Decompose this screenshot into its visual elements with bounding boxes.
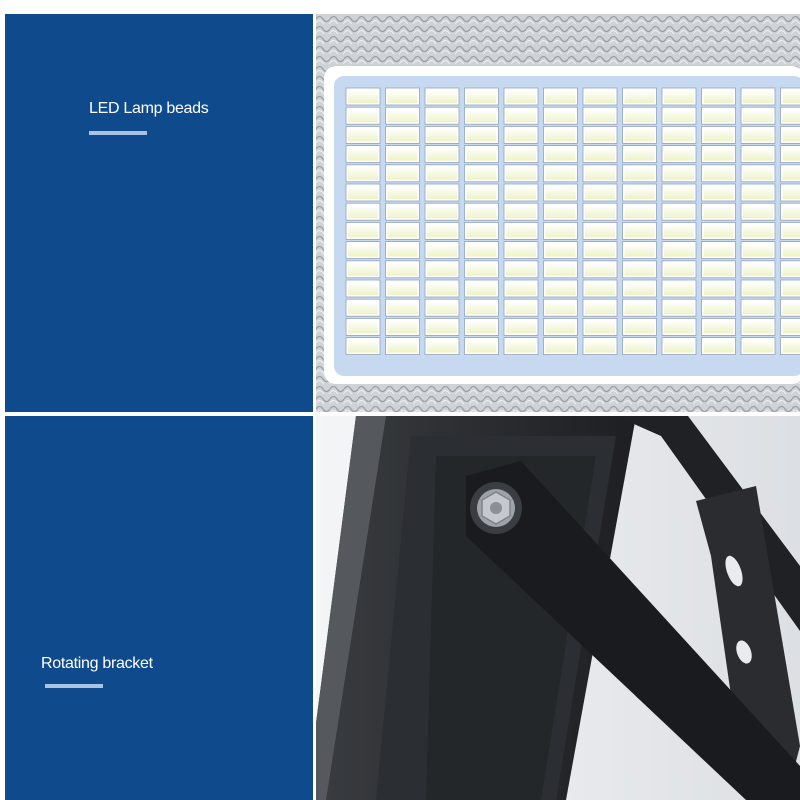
led-chip (783, 167, 800, 180)
led-chip (348, 205, 378, 218)
led-chip (388, 282, 418, 295)
led-chip (664, 109, 694, 122)
led-chip (625, 340, 655, 353)
led-chip (546, 186, 576, 199)
led-chip (743, 244, 773, 257)
led-chip (704, 205, 734, 218)
led-chip (585, 320, 615, 333)
led-chip (348, 340, 378, 353)
led-chip (427, 205, 457, 218)
led-chip (743, 263, 773, 276)
led-chip (585, 263, 615, 276)
led-chip (506, 263, 536, 276)
led-chip (427, 224, 457, 237)
led-chip (467, 320, 497, 333)
led-chip (783, 90, 800, 103)
led-chip (506, 128, 536, 141)
led-chip (506, 186, 536, 199)
led-chip (783, 128, 800, 141)
led-chip (506, 90, 536, 103)
led-chip (664, 148, 694, 161)
led-chip (743, 167, 773, 180)
led-chip (585, 224, 615, 237)
led-chip (743, 224, 773, 237)
led-chip (743, 340, 773, 353)
led-chip (704, 109, 734, 122)
led-chip (467, 263, 497, 276)
led-chip (585, 90, 615, 103)
led-chip (467, 109, 497, 122)
led-chip (743, 186, 773, 199)
led-chip (585, 301, 615, 314)
bracket-photo (316, 416, 800, 800)
led-chip (348, 263, 378, 276)
led-chip (348, 109, 378, 122)
led-chip (506, 244, 536, 257)
led-chip (506, 167, 536, 180)
led-chip (704, 301, 734, 314)
led-chip (625, 167, 655, 180)
led-chip (585, 340, 615, 353)
led-chip (467, 167, 497, 180)
led-chip (467, 186, 497, 199)
led-chip (467, 90, 497, 103)
led-chip (625, 282, 655, 295)
led-chip (625, 224, 655, 237)
led-chip (506, 205, 536, 218)
led-chip (743, 282, 773, 295)
led-chip (783, 224, 800, 237)
led-chip (427, 263, 457, 276)
led-chip (704, 186, 734, 199)
led-chip (506, 109, 536, 122)
led-chip (546, 340, 576, 353)
led-chip (348, 186, 378, 199)
led-chip (388, 205, 418, 218)
led-chip (743, 128, 773, 141)
led-chip (743, 205, 773, 218)
led-chip (427, 282, 457, 295)
led-chip (546, 282, 576, 295)
led-chip (427, 340, 457, 353)
led-chip (427, 90, 457, 103)
led-chip (546, 205, 576, 218)
led-chip (467, 301, 497, 314)
led-chip (388, 109, 418, 122)
led-chip (625, 244, 655, 257)
led-chip (388, 128, 418, 141)
led-chip (783, 282, 800, 295)
led-chip (625, 148, 655, 161)
led-chip (546, 301, 576, 314)
led-chip (704, 340, 734, 353)
led-chip (467, 340, 497, 353)
led-chip (546, 167, 576, 180)
led-chip (625, 320, 655, 333)
led-chip (348, 244, 378, 257)
led-chip (664, 340, 694, 353)
led-chip (506, 282, 536, 295)
led-chip (704, 148, 734, 161)
led-chip (388, 244, 418, 257)
led-chip (585, 282, 615, 295)
led-chip (506, 301, 536, 314)
led-chip (467, 244, 497, 257)
led-chip (388, 167, 418, 180)
led-chip (585, 148, 615, 161)
led-chip (388, 340, 418, 353)
led-chip (664, 205, 694, 218)
led-chip (427, 320, 457, 333)
feature-panel-led (5, 14, 313, 412)
led-chip (625, 263, 655, 276)
led-chip (585, 244, 615, 257)
led-chip (704, 224, 734, 237)
led-chip (388, 90, 418, 103)
bracket-illustration (316, 416, 800, 800)
led-chip (546, 244, 576, 257)
led-chip (783, 109, 800, 122)
led-chip (546, 320, 576, 333)
led-chip (783, 320, 800, 333)
led-chip (664, 320, 694, 333)
led-chip (664, 128, 694, 141)
feature-underline (89, 131, 147, 135)
led-chip (467, 205, 497, 218)
led-chip (783, 263, 800, 276)
led-chip (783, 340, 800, 353)
led-array-illustration (316, 14, 800, 412)
led-chip (427, 244, 457, 257)
led-chip (585, 128, 615, 141)
led-chip (704, 263, 734, 276)
led-chip (427, 301, 457, 314)
led-chip (625, 186, 655, 199)
led-chip (743, 320, 773, 333)
led-chip (625, 90, 655, 103)
led-chip (664, 186, 694, 199)
led-chip (546, 148, 576, 161)
led-chip (625, 109, 655, 122)
led-chip (664, 224, 694, 237)
led-chip (704, 90, 734, 103)
led-chip (585, 167, 615, 180)
led-chip (743, 90, 773, 103)
led-chip (427, 167, 457, 180)
feature-label-led-lamp-beads: LED Lamp beads (89, 100, 209, 117)
led-chip (743, 148, 773, 161)
led-chip (664, 301, 694, 314)
led-chip (783, 186, 800, 199)
led-chip (348, 90, 378, 103)
led-chip (664, 244, 694, 257)
led-chip (467, 224, 497, 237)
led-chip (743, 301, 773, 314)
led-chip (348, 301, 378, 314)
led-chip (467, 128, 497, 141)
led-chip (704, 167, 734, 180)
feature-label-rotating-bracket: Rotating bracket (41, 655, 153, 672)
led-chip (348, 282, 378, 295)
feature-panel-bracket (5, 416, 313, 800)
led-chip (625, 128, 655, 141)
led-chip (427, 109, 457, 122)
led-chip (546, 224, 576, 237)
led-chip (783, 301, 800, 314)
led-chip (704, 320, 734, 333)
led-chip (388, 320, 418, 333)
led-chip (585, 109, 615, 122)
led-chip (348, 167, 378, 180)
led-chip (427, 186, 457, 199)
led-chip (704, 244, 734, 257)
led-chip (427, 148, 457, 161)
led-chip (664, 263, 694, 276)
led-chip (348, 148, 378, 161)
led-chip (704, 282, 734, 295)
led-chip (388, 186, 418, 199)
led-chip (585, 186, 615, 199)
led-chip (388, 301, 418, 314)
led-chip (625, 205, 655, 218)
led-chip (664, 90, 694, 103)
led-chip (783, 148, 800, 161)
led-chip (506, 340, 536, 353)
led-chip (388, 224, 418, 237)
led-chip (348, 320, 378, 333)
led-chip (625, 301, 655, 314)
led-chip (783, 205, 800, 218)
led-chip (348, 224, 378, 237)
led-chip (743, 109, 773, 122)
led-chip (704, 128, 734, 141)
led-chip (664, 167, 694, 180)
led-chip (585, 205, 615, 218)
led-chip (664, 282, 694, 295)
led-chip (506, 320, 536, 333)
led-chip (388, 148, 418, 161)
led-chip (783, 244, 800, 257)
led-chip (546, 109, 576, 122)
led-chip (546, 90, 576, 103)
led-chip (348, 128, 378, 141)
led-chip (506, 224, 536, 237)
led-chip (467, 148, 497, 161)
led-chip (546, 263, 576, 276)
led-photo (316, 14, 800, 412)
led-chip (427, 128, 457, 141)
led-chip (506, 148, 536, 161)
feature-underline (45, 684, 103, 688)
led-chip (546, 128, 576, 141)
led-chip (388, 263, 418, 276)
led-chip (467, 282, 497, 295)
